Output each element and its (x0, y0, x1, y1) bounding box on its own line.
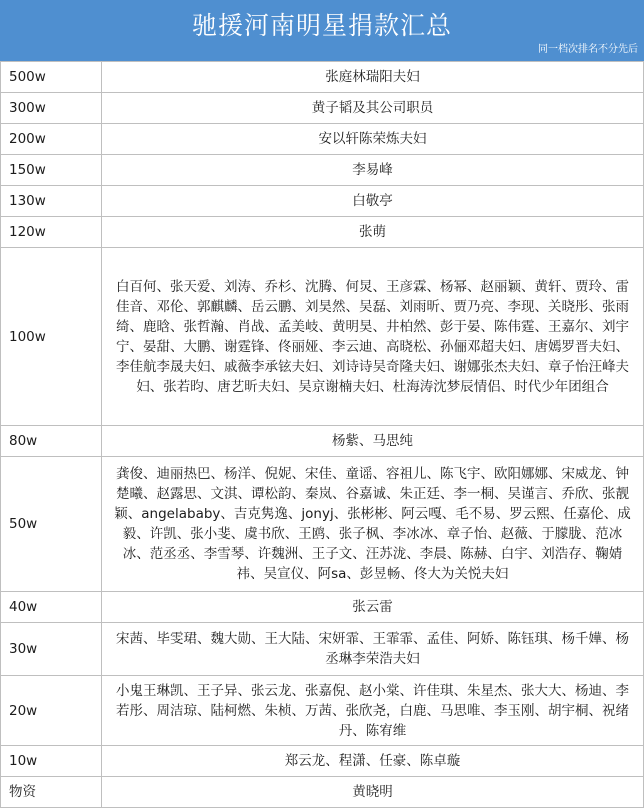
amount-cell: 50w (1, 457, 102, 592)
names-cell: 黄子韬及其公司职员 (102, 93, 644, 124)
donation-table (0, 61, 644, 808)
table-row (1, 676, 644, 746)
names-cell: 张云雷 (102, 592, 644, 623)
names-cell: 安以轩陈荣炼夫妇 (102, 124, 644, 155)
table-row (1, 426, 644, 457)
table-row (1, 186, 644, 217)
amount-cell: 30w (1, 623, 102, 676)
names-cell: 宋茜、毕雯珺、魏大勋、王大陆、宋妍霏、王霏霏、孟佳、阿娇、陈钰琪、杨千嬅、杨丞琳李荣浩夫妇 (102, 623, 644, 676)
names-cell: 龚俊、迪丽热巴、杨洋、倪妮、宋佳、童谣、容祖儿、陈飞宇、欧阳娜娜、宋威龙、钟楚曦、赵露思、文淇、谭松韵、秦岚、谷嘉诚、朱正廷、李一桐、吴谨言、乔欣、张靓颖、angelababy、吉克隽逸、jonyj、张彬彬、阿云嘎、毛不易、罗云熙、任嘉伦、成毅、许凯、张小斐、虞书欣、王鸥、张子枫、李冰冰、章子怡、赵薇、于朦胧、范冰冰、范丞丞、李雪琴、许魏洲、王子文、汪苏泷、李晨、陈赫、白宇、刘浩存、鞠婧祎、吴宣仪、阿sa、彭昱畅、佟大为关悦夫妇 (102, 457, 644, 592)
names-cell: 白百何、张天爱、刘涛、乔杉、沈腾、何炅、王彦霖、杨幂、赵丽颖、黄轩、贾玲、雷佳音、邓伦、郭麒麟、岳云鹏、刘昊然、吴磊、刘雨昕、贾乃亮、李现、关晓彤、张雨绮、鹿晗、张哲瀚、肖战、孟美岐、黄明昊、井柏然、彭于晏、陈伟霆、王嘉尔、刘宇宁、晏甜、大鹏、谢霆锋、佟丽娅、李云迪、高晓松、孙俪邓超夫妇、唐嫣罗晋夫妇、李佳航李晟夫妇、戚薇李承铉夫妇、刘诗诗吴奇隆夫妇、谢娜张杰夫妇、章子怡汪峰夫妇、张若昀、唐艺昕夫妇、吴京谢楠夫妇、杜海涛沈梦辰情侣、时代少年团组合 (102, 248, 644, 426)
names-cell: 张萌 (102, 217, 644, 248)
amount-cell: 500w (1, 62, 102, 93)
amount-cell: 100w (1, 248, 102, 426)
amount-cell: 80w (1, 426, 102, 457)
names-cell: 张庭林瑞阳夫妇 (102, 62, 644, 93)
title-banner (0, 0, 644, 61)
amount-cell: 130w (1, 186, 102, 217)
table-row (1, 457, 644, 592)
names-cell: 黄晓明 (102, 777, 644, 808)
table-row (1, 746, 644, 777)
table-row (1, 248, 644, 426)
table-row (1, 155, 644, 186)
ranking-note: 同一档次排名不分先后 (538, 44, 638, 55)
names-cell: 小鬼王琳凯、王子异、张云龙、张嘉倪、赵小棠、许佳琪、朱星杰、张大大、杨迪、李若彤、周洁琼、陆柯燃、朱桢、万茜、张欣尧，白鹿、马思唯、李玉刚、胡宇桐、祝绪丹、陈宥维 (102, 676, 644, 746)
table-row (1, 62, 644, 93)
amount-cell: 20w (1, 676, 102, 746)
page-title: 驰援河南明星捐款汇总 (191, 11, 452, 40)
table-row (1, 124, 644, 155)
amount-cell: 150w (1, 155, 102, 186)
table-row (1, 217, 644, 248)
names-cell: 白敬亭 (102, 186, 644, 217)
table-row (1, 777, 644, 808)
names-cell: 郑云龙、程潇、任豪、陈卓璇 (102, 746, 644, 777)
table-row (1, 623, 644, 676)
amount-cell: 10w (1, 746, 102, 777)
table-row (1, 592, 644, 623)
names-cell: 李易峰 (102, 155, 644, 186)
names-cell: 杨紫、马思纯 (102, 426, 644, 457)
amount-cell: 120w (1, 217, 102, 248)
table-row (1, 93, 644, 124)
amount-cell: 40w (1, 592, 102, 623)
amount-cell: 物资 (1, 777, 102, 808)
amount-cell: 300w (1, 93, 102, 124)
amount-cell: 200w (1, 124, 102, 155)
